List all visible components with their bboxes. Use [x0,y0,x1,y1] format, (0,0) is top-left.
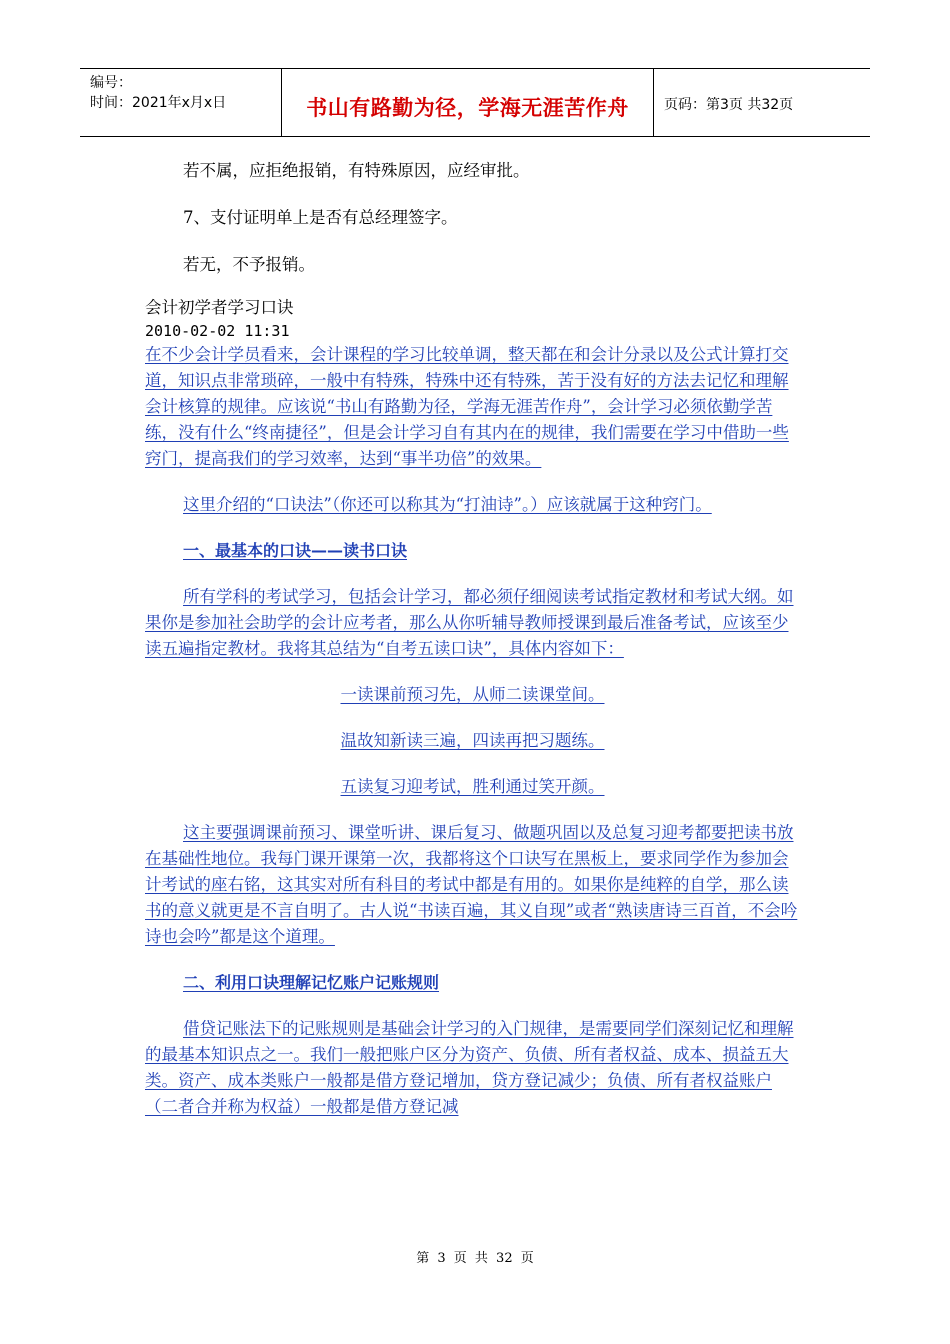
article-timestamp: 2010-02-02 11:31 [145,322,290,340]
page-footer: 第 3 页 共 32 页 [416,1251,534,1266]
text-line-reject: 若不属，应拒绝报销，有特殊原因，应经审批。 [183,161,530,180]
paragraph-reading[interactable] [145,584,800,662]
article-title: 会计初学者学习口诀 [145,298,294,317]
paragraph-rules-link[interactable]: 借贷记账法下的记账规则是基础会计学习的入门规律，是需要同学们深刻记忆和理解的最基本知识点之一。我们一般把账户区分为资产、负债、所有者权益、成本、损益五大类。资产、成本类账户一般都是借方登记增加，贷方登记减少；负债、所有者权益账户（二者合并称为权益）一般都是借方登记减 [145,1019,794,1116]
doc-time-label: 时间：2021年x月x日 [90,95,227,111]
verse-line-1[interactable] [145,682,800,708]
text-line-no-reimburse: 若无，不予报销。 [183,255,315,274]
verse-line-1-link[interactable]: 一读课前预习先，从师二读课堂间。 [340,685,605,704]
paragraph-intro[interactable] [145,342,800,472]
paragraph-emphasis[interactable] [145,820,800,950]
verse-line-3[interactable] [145,774,800,800]
section-heading-1-link[interactable]: 一、最基本的口诀——读书口诀 [183,541,408,560]
paragraph-rules[interactable] [145,1016,800,1120]
paragraph-emphasis-link[interactable]: 这主要强调课前预习、课堂听讲、课后复习、做题巩固以及总复习迎考都要把读书放在基础性地位。我每门课开课第一次，我都将这个口诀写在黑板上，要求同学作为参加会计考试的座右铭，这其实对所有科目的考试中都是有用的。如果你是纯粹的自学，那么读书的意义就更是不言自明了。古人说“书读百遍，其义自现”或者“熟读唐诗三百首，不会吟诗也会吟”都是这个道理。 [145,823,798,946]
paragraph-method-link[interactable]: 这里介绍的“口诀法”（你还可以称其为“打油诗”。）应该就属于这种窍门。 [183,495,712,514]
section-heading-1[interactable] [145,538,800,564]
section-heading-2[interactable] [145,970,800,996]
paragraph-method[interactable] [145,492,800,518]
text-line-signature-check: 7、支付证明单上是否有总经理签字。 [183,208,458,227]
paragraph-reading-link[interactable]: 所有学科的考试学习，包括会计学习，都必须仔细阅读考试指定教材和考试大纲。如果你是参加社会助学的会计应考者，那么从你听辅导教师授课到最后准备考试，应该至少读五遍指定教材。我将其总结为“自考五读口诀”，具体内容如下： [145,587,794,658]
page-header-table [80,68,870,137]
verse-line-3-link[interactable]: 五读复习迎考试，胜利通过笑开颜。 [340,777,605,796]
paragraph-intro-link[interactable]: 在不少会计学员看来，会计课程的学习比较单调，整天都在和会计分录以及公式计算打交道，知识点非常琐碎，一般中有特殊，特殊中还有特殊，苦于没有好的方法去记忆和理解会计核算的规律。应该说“书山有路勤为径，学海无涯苦作舟”，会计学习必须依勤学苦练，没有什么“终南捷径”，但是会计学习自有其内在的规律，我们需要在学习中借助一些窍门，提高我们的学习效率，达到“事半功倍”的效果。 [145,345,789,468]
header-meta-cell [80,69,282,136]
section-heading-2-link[interactable]: 二、利用口诀理解记忆账户记账规则 [183,973,440,992]
document-body [145,158,800,1120]
header-motto: 书山有路勤为径，学海无涯苦作舟 [282,69,654,136]
verse-line-2-link[interactable]: 温故知新读三遍，四读再把习题练。 [340,731,605,750]
doc-number-label: 编号： [90,75,132,91]
verse-line-2[interactable] [145,728,800,754]
header-page-code: 页码：第3页 共32页 [664,96,794,113]
